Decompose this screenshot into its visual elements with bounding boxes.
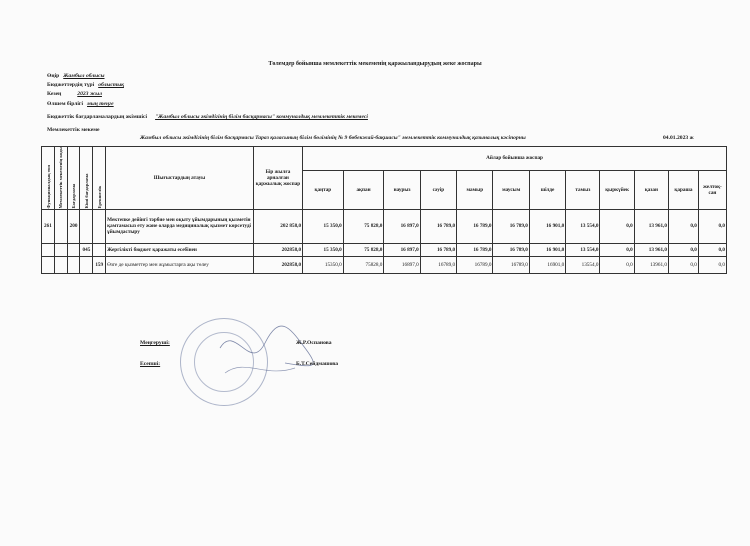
- cell-month: 16901,0: [529, 256, 565, 273]
- month-header: желтоқ-сан: [698, 170, 726, 209]
- cell-func: [42, 243, 55, 256]
- cell-month: 0,0: [668, 243, 698, 256]
- col-header-subprogram: Кіші бағдарлама: [80, 147, 93, 210]
- budget-type-label: Бюджеттердің түрі: [47, 82, 95, 88]
- unit-line: [47, 101, 114, 107]
- handwritten-signature: [215, 318, 325, 388]
- cell-month: 16 789,0: [457, 243, 493, 256]
- admin-label: Бюджеттік бағдарламалардың әкімшісі: [47, 114, 148, 120]
- table-row: [42, 209, 727, 243]
- head-name: Ж.Р.Оспанова: [296, 340, 332, 346]
- period-label: Кезең: [47, 91, 62, 97]
- col-header-annual: Бір жылға арналған қаржылық жоспар: [253, 147, 302, 210]
- cell-name: Өзге де қызметтер мен жұмыстарға ақы төлеу: [106, 256, 254, 273]
- month-header: қараша: [668, 170, 698, 209]
- cell-month: 16 789,0: [420, 209, 456, 243]
- month-header: наурыз: [384, 170, 420, 209]
- budget-type-line: [47, 82, 124, 88]
- document-date: 04.01.2023 ж: [663, 135, 694, 141]
- head-label: Меңгеруші:: [140, 340, 170, 346]
- region-value: Жамбыл облысы: [63, 73, 105, 79]
- month-header: тамыз: [566, 170, 600, 209]
- col-header-spec: Ерекшелік: [93, 147, 106, 210]
- cell-month: 0,0: [600, 243, 634, 256]
- cell-month: 0,0: [698, 256, 726, 273]
- cell-month: 15350,0: [303, 256, 344, 273]
- col-header-code: Мемлекеттік мекеменің коды: [54, 147, 67, 210]
- cell-month: 16789,0: [420, 256, 456, 273]
- cell-month: 13554,0: [566, 256, 600, 273]
- cell-month: 13 961,0: [634, 209, 668, 243]
- cell-month: 15 350,0: [303, 243, 344, 256]
- cell-month: 16 901,0: [529, 209, 565, 243]
- cell-name: Жергілікті бюджет қаражаты есебінен: [106, 243, 254, 256]
- col-header-months-group: Айлар бойынша жоспар: [303, 147, 727, 171]
- region-line: [47, 73, 105, 79]
- cell-month: 16789,0: [457, 256, 493, 273]
- financing-plan-table: [41, 146, 727, 274]
- cell-month: 13 961,0: [634, 243, 668, 256]
- cell-subprogram: 045: [80, 243, 93, 256]
- cell-month: 13 554,0: [566, 209, 600, 243]
- cell-month: 16 901,0: [529, 243, 565, 256]
- cell-month: 0,0: [600, 256, 634, 273]
- cell-subprogram: [80, 209, 93, 243]
- document-title: Төлемдер бойынша мемлекеттік мекеменің қаржыландырудың жеке жоспары: [268, 61, 482, 67]
- cell-month: 75 828,0: [343, 243, 384, 256]
- cell-month: 0,0: [600, 209, 634, 243]
- cell-spec: [93, 243, 106, 256]
- cell-func: [42, 256, 55, 273]
- month-header: қыркүйек: [600, 170, 634, 209]
- cell-month: 16897,0: [384, 256, 420, 273]
- accountant-name: Б.Т.Сейдмашова: [296, 361, 339, 367]
- cell-program: [67, 256, 80, 273]
- cell-code: [54, 243, 67, 256]
- cell-month: 75 828,0: [343, 209, 384, 243]
- cell-month: 16789,0: [493, 256, 529, 273]
- cell-program: 200: [67, 209, 80, 243]
- cell-func: 261: [42, 209, 55, 243]
- cell-spec: [93, 209, 106, 243]
- col-header-func: Функционалдық топ: [42, 147, 55, 210]
- cell-month: 0,0: [698, 209, 726, 243]
- cell-spec: 159: [93, 256, 106, 273]
- cell-annual: 202858,0: [253, 256, 302, 273]
- month-header: шілде: [529, 170, 565, 209]
- cell-month: 75828,0: [343, 256, 384, 273]
- table-row: [42, 256, 727, 273]
- institution-value: Жамбыл облысы әкімдігінің білім басқармасы Тараз қаласының білім бөлімінің № 9 бөбекжай-бақшасы" мемлекеттік коммуналдық қазыналық кәсіпорны: [140, 135, 526, 141]
- accountant-label: Есепші:: [140, 361, 161, 367]
- cell-name: Мектепке дейінгі тәрбие мен оқыту ұйымдарының қызметін қамтамасыз ету және оларда медициналық қызмет көрсетуді ұйымдастыру: [106, 209, 254, 243]
- month-header: сәуір: [420, 170, 456, 209]
- header-row-group: [42, 147, 727, 171]
- admin-value: "Жамбыл облысы әкімдігінің білім басқармасы" коммуналдық мемлекеттік мекемесі: [155, 114, 368, 120]
- cell-month: 13 554,0: [566, 243, 600, 256]
- month-header: мамыр: [457, 170, 493, 209]
- period-value: 2023 жыл: [77, 91, 102, 97]
- cell-month: 0,0: [668, 256, 698, 273]
- period-line: [47, 91, 102, 97]
- col-header-program: Бағдарлама: [67, 147, 80, 210]
- cell-annual: 202858,0: [253, 243, 302, 256]
- region-label: Өңір: [47, 73, 60, 79]
- budget-type-value: облыстық: [98, 82, 124, 88]
- cell-month: 16 789,0: [493, 243, 529, 256]
- unit-value: мың теңге: [87, 101, 114, 107]
- institution-label: Мемлекеттік мекеме: [47, 127, 100, 133]
- cell-month: 15 350,0: [303, 209, 344, 243]
- admin-line: [47, 114, 368, 120]
- cell-code: [54, 256, 67, 273]
- cell-month: 0,0: [698, 243, 726, 256]
- cell-month: 16 789,0: [493, 209, 529, 243]
- month-header: қазан: [634, 170, 668, 209]
- cell-code: [54, 209, 67, 243]
- month-header: қаңтар: [303, 170, 344, 209]
- table-row: [42, 243, 727, 256]
- month-header: ақпан: [343, 170, 384, 209]
- cell-subprogram: [80, 256, 93, 273]
- col-header-name: Шығыстардың атауы: [106, 147, 254, 210]
- cell-program: [67, 243, 80, 256]
- cell-annual: 202 858,0: [253, 209, 302, 243]
- cell-month: 16 897,0: [384, 243, 420, 256]
- cell-month: 13961,0: [634, 256, 668, 273]
- unit-label: Өлшем бірлігі: [47, 101, 84, 107]
- month-header: маусым: [493, 170, 529, 209]
- cell-month: 16 789,0: [457, 209, 493, 243]
- cell-month: 0,0: [668, 209, 698, 243]
- cell-month: 16 789,0: [420, 243, 456, 256]
- cell-month: 16 897,0: [384, 209, 420, 243]
